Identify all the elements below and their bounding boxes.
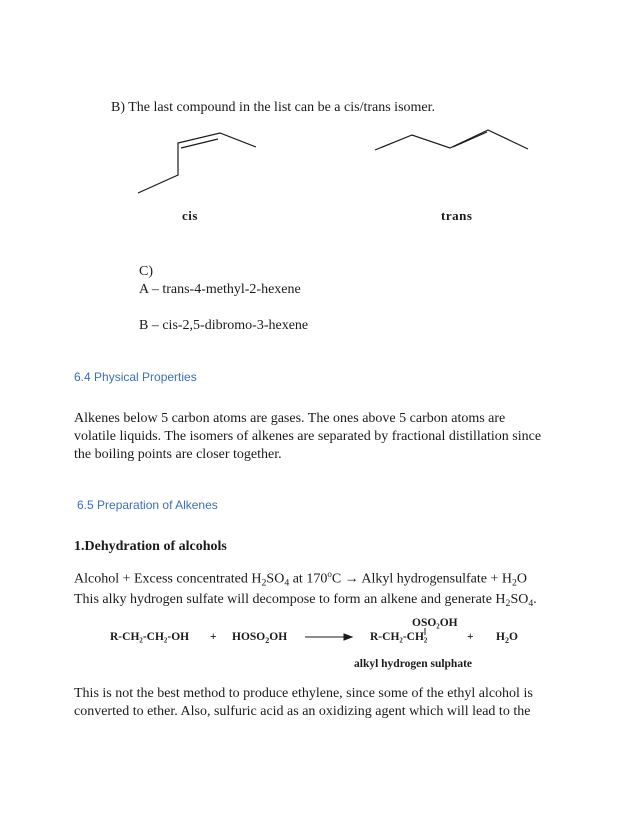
water-sub: 2 <box>504 636 509 645</box>
physical-properties-heading: 6.4 Physical Properties <box>74 370 197 384</box>
reaction-arrow-icon <box>304 632 356 642</box>
physical-line-1: Alkenes below 5 carbon atoms are gases. The ones above 5 carbon atoms are <box>74 411 506 426</box>
physical-line-2: volatile liquids. The isomers of alkenes are separated by fractional distillation since <box>74 429 542 444</box>
eq1-c: C <box>331 571 345 587</box>
equation-line-1 <box>74 565 527 589</box>
section-b-text: B) The last compound in the list can be a cis/trans isomer. <box>111 100 436 115</box>
reactant-1: R-CH₂-CH₂-OH <box>110 631 190 643</box>
eq1-arrow-icon: → <box>344 569 359 586</box>
closing-line-1: This is not the best method to produce ethylene, since some of the ethyl alcohol is <box>74 686 533 701</box>
trans-label: trans <box>441 208 473 223</box>
eq1-o: O <box>516 571 528 587</box>
reactant-2-sub: 2 <box>265 636 270 645</box>
reactant-2-b: OH <box>269 631 288 643</box>
reactant-2 <box>232 631 287 643</box>
reaction-caption: alkyl hydrogen sulphate <box>354 658 473 670</box>
eq1-product: Alkyl hydrogensulfate + H <box>358 571 512 587</box>
eq1-sub-2: 2 <box>261 577 267 589</box>
preparation-heading: 6.5 Preparation of Alkenes <box>77 498 218 512</box>
eq1-alcohol: Alcohol + Excess concentrated H <box>74 571 262 587</box>
water-o: O <box>508 631 518 643</box>
plus-2: + <box>467 631 474 643</box>
eq2-sub-4: 4 <box>528 598 534 609</box>
equation-line-2 <box>74 591 537 609</box>
eq1-h2o-sub: 2 <box>512 577 517 589</box>
cis-structure <box>130 125 265 200</box>
water <box>496 631 518 643</box>
product-main: R-CH₂-CH₂ <box>370 631 428 643</box>
eq1-temp: at 170 <box>289 571 328 587</box>
eq2-so: SO <box>510 592 529 607</box>
section-c-line-b: B – cis-2,5-dibromo-3-hexene <box>139 318 309 333</box>
reactant-2-a: HOSO <box>232 631 266 643</box>
eq1-sub-4: 4 <box>284 577 290 589</box>
product-substituent: OSO₂OH <box>412 617 458 629</box>
eq2-sub-2: 2 <box>505 598 511 609</box>
section-c-line-a: A – trans-4-methyl-2-hexene <box>139 282 301 297</box>
physical-line-3: the boiling points are closer together. <box>74 447 282 462</box>
water-h: H <box>496 631 505 643</box>
closing-line-2: converted to ether. Also, sulfuric acid as an oxidizing agent which will lead to the <box>74 704 531 719</box>
trans-structure <box>370 125 535 160</box>
section-c-label: C) <box>139 264 153 279</box>
eq1-degree: o <box>327 569 332 579</box>
plus-1: + <box>210 631 217 643</box>
eq2-text: This alky hydrogen sulfate will decompose to form an alkene and generate H <box>74 592 506 607</box>
dehydration-subheading: 1.Dehydration of alcohols <box>74 539 227 554</box>
eq2-end: . <box>533 592 537 607</box>
eq1-so: SO <box>266 571 285 587</box>
cis-label: cis <box>182 208 198 223</box>
